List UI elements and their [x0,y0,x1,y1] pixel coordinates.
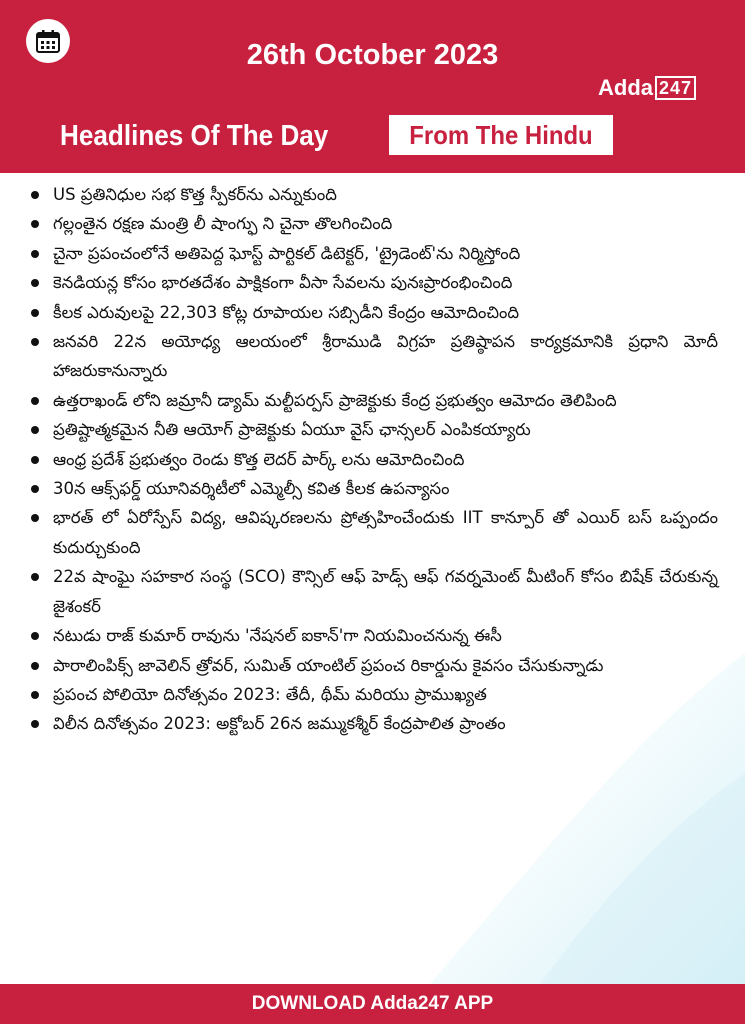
bullet-dot [31,250,39,258]
source-label: From The Hindu [409,120,593,150]
date-title: 26th October 2023 [246,39,499,71]
bullet-dot [31,338,39,346]
bullet-dot [31,220,39,228]
headline-text: పారాలింపిక్స్ జావెలిన్ త్రోవర్, సుమిత్ యాంటిల్ ప్రపంచ రికార్డును కైవసం చేసుకున్నాడు [53,655,604,675]
headline-text: భారత్ లో ఏరోస్పేస్ విద్య, ఆవిష్కరణలను ప్రోత్సహించేందుకు IIT కాన్పూర్ తో ఎయిర్ బస్ ఒప్పందం కుదుర్చుకుంది [53,508,718,557]
bullet-dot [31,456,39,464]
headline-item [28,474,718,503]
headline-text: ఉత్తరాఖండ్ లోని జమ్రానీ డ్యామ్ మల్టీపర్పస్ ప్రాజెక్టుకు కేంద్ర ప్రభుత్వం ఆమోదం తెలిపింది [53,390,617,410]
headline-item [28,621,718,650]
section-heading: Headlines Of The Day [60,120,329,152]
bullet-dot [31,691,39,699]
headline-text: ఆంధ్ర ప్రదేశ్ ప్రభుత్వం రెండు కొత్త లెదర్ పార్క్ లను ఆమోదించింది [53,449,465,469]
headline-list [28,180,718,739]
headline-item [28,503,718,562]
headline-item [28,415,718,444]
headline-text: చైనా ప్రపంచంలోనే అతిపెద్ద ఘోస్ట్ పార్టికల్ డిటెక్టర్, 'ట్రైడెంట్'ను నిర్మిస్తోంది [53,243,521,263]
headline-text: జనవరి 22న అయోధ్య ఆలయంలో శ్రీరాముడి విగ్రహ ప్రతిష్ఠాపన కార్యక్రమానికి ప్రధాని మోదీ హాజరుకానున్నారు [53,332,718,381]
bullet-dot [31,720,39,728]
footer-banner[interactable] [0,984,745,1024]
headline-text: 30న ఆక్స్‌ఫర్డ్ యూనివర్శిటీలో ఎమ్మెల్సీ కవిత కీలక ఉపన్యాసం [53,479,450,499]
headline-item [28,268,718,297]
bullet-dot [31,426,39,434]
headline-item [28,239,718,268]
headline-text: కెనడియన్ల కోసం భారతదేశం పాక్షికంగా వీసా సేవలను పునఃప్రారంభించింది [53,273,513,293]
bullet-dot [31,514,39,522]
bullet-dot [31,397,39,405]
bullet-dot [31,632,39,640]
header-banner [0,0,745,173]
headline-text: ప్రతిష్టాత్మకమైన నీతి ఆయోగ్ ప్రాజెక్టుకు ఏయూ వైస్ ఛాన్సలర్ ఎంపికయ్యారు [53,420,531,440]
logo-word: Adda [598,75,653,100]
headline-text: కీలక ఎరువులపై 22,303 కోట్ల రూపాయల సబ్సిడీని కేంద్రం ఆమోదించింది [53,302,520,322]
headline-item [28,680,718,709]
logo-number: 247 [655,76,696,100]
bullet-dot [31,573,39,581]
headline-text: నటుడు రాజ్ కుమార్ రావును 'నేషనల్ ఐకాన్'గా నియమించనున్న ఈసీ [53,626,502,646]
headline-item [28,327,718,386]
headline-item [28,562,718,621]
headline-text: US ప్రతినిధుల సభ కొత్త స్పీకర్‌ను ఎన్నుకుంది [53,185,337,204]
headline-item [28,209,718,238]
bullet-dot [31,662,39,670]
headline-item [28,709,718,738]
headline-item [28,386,718,415]
headline-item [28,180,718,209]
headline-text: ప్రపంచ పోలియో దినోత్సవం 2023: తేదీ, థీమ్ మరియు ప్రాముఖ్యత [53,684,487,704]
headline-text: గల్లంతైన రక్షణ మంత్రి లీ షాంగ్ఫు ని చైనా తొలగించింది [53,214,393,234]
source-badge [389,115,613,155]
bullet-dot [31,279,39,287]
download-app-label[interactable]: DOWNLOAD Adda247 APP [251,993,494,1014]
bullet-dot [31,309,39,317]
headline-item [28,298,718,327]
headline-item [28,445,718,474]
headline-text: విలీన దినోత్సవం 2023: అక్టోబర్ 26న జమ్ముకశ్మీర్ కేంద్రపాలిత ప్రాంతం [53,714,506,734]
bullet-dot [31,191,39,199]
headline-text: 22వ షాంఘై సహకార సంస్థ (SCO) కౌన్సిల్ ఆఫ్ హెడ్స్ ఆఫ్ గవర్నమెంట్ మీటింగ్ కోసం బిషేక్ చేరుకున్న జైశంకర్ [53,567,718,616]
bullet-dot [31,485,39,493]
adda247-logo [598,75,696,101]
headline-item [28,651,718,680]
